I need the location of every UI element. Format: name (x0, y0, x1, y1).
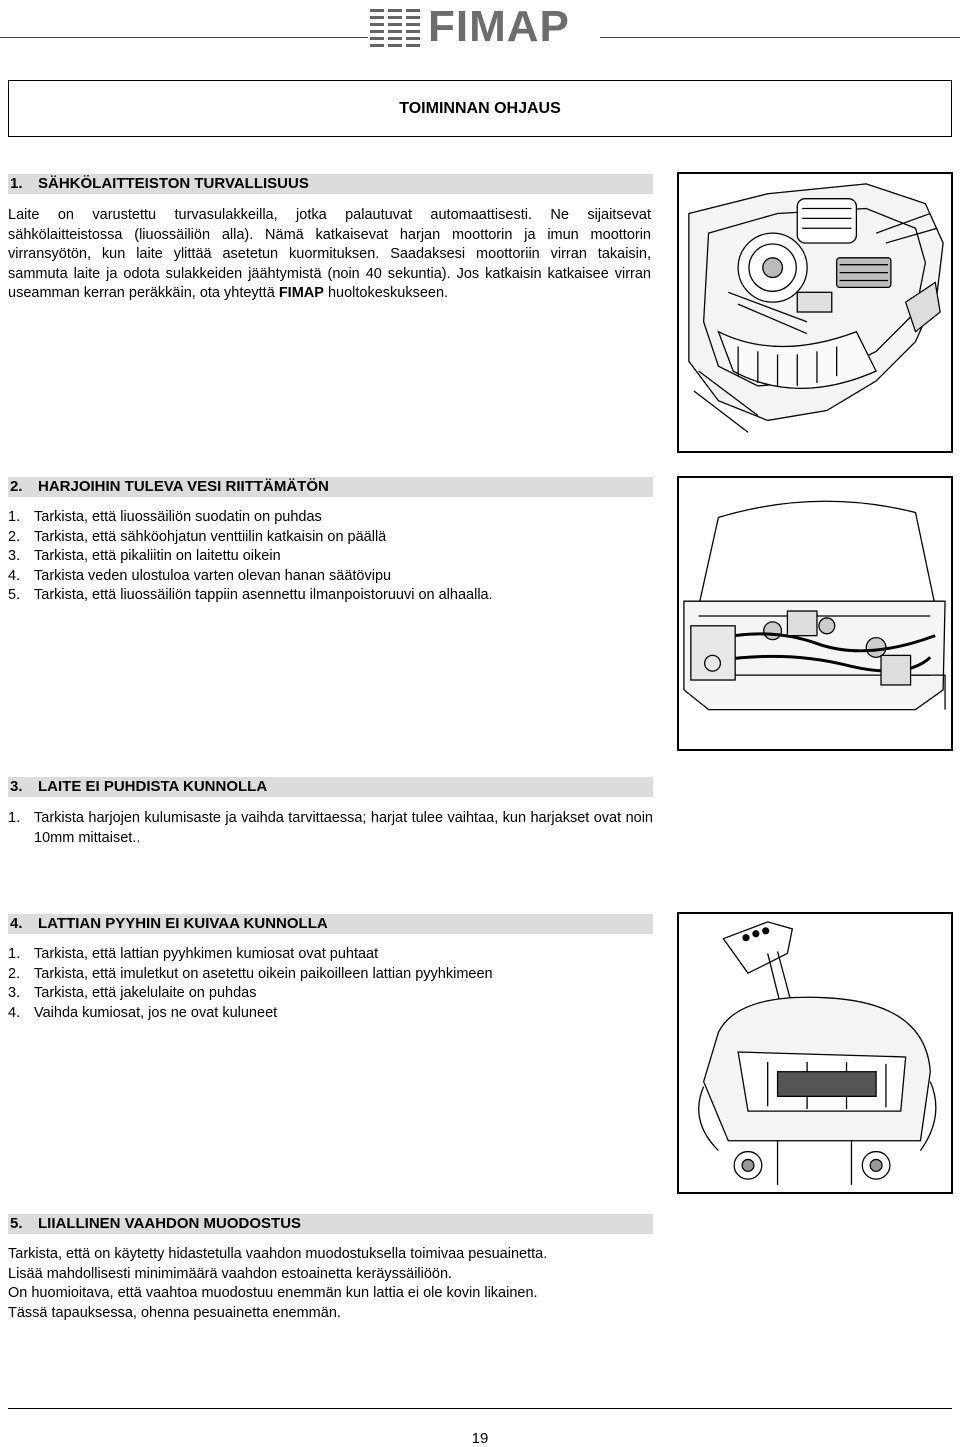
list-item (8, 809, 653, 848)
item-text: Tarkista, että liuossäiliön tappiin asennettu ilmanpoistoruuvi on alhaalla. (34, 587, 493, 604)
item-text: Tarkista veden ulostuloa varten olevan hanan säätövipu (34, 567, 392, 584)
section-5-heading (8, 1214, 653, 1234)
footer-rule (8, 1408, 952, 1409)
item-number: 2. (8, 965, 21, 982)
section-5-title: LIIALLINEN VAAHDON MUODOSTUS (38, 1215, 302, 1232)
item-number: 1. (8, 946, 21, 962)
section-2-heading (8, 477, 653, 497)
section-3-number: 3. (10, 778, 23, 795)
item-number: 3. (8, 985, 21, 1002)
section-3-title: LAITE EI PUHDISTA KUNNOLLA (38, 778, 268, 795)
item-text: Vaihda kumiosat, jos ne ovat kuluneet (34, 1004, 278, 1021)
item-number: 3. (8, 548, 21, 565)
section-1-number: 1. (10, 175, 23, 192)
section-5-number: 5. (10, 1215, 23, 1232)
list-item (8, 528, 653, 548)
section-5-line: On huomioitava, että vaahtoa muodostuu enemmän kun lattia ei ole kovin likainen. (8, 1285, 538, 1302)
header-rule-right (600, 37, 960, 38)
item-text: Tarkista, että pikaliitin on laitettu oikein (34, 548, 281, 565)
electrical-unit-illustration-icon (679, 174, 951, 451)
list-item (8, 945, 653, 965)
section-1-text (8, 206, 651, 304)
figure-floor-scrubber (677, 912, 953, 1194)
item-number: 1. (8, 810, 21, 826)
floor-scrubber-illustration-icon (679, 914, 951, 1192)
item-text: Tarkista harjojen kulumisaste ja vaihda tarvittaessa; harjat tulee vaihtaa, kun harjakset ovat noin 10mm mittaiset.. (34, 810, 653, 846)
item-number: 4. (8, 567, 21, 584)
section-5-line: Lisää mahdollisesti minimimäärä vaahdon estoainetta keräyssäiliöön. (8, 1265, 453, 1282)
section-1-tail: huoltokeskukseen. (327, 285, 449, 302)
logo-wordmark: FIMAP (428, 2, 570, 51)
figure-water-valve (677, 476, 953, 751)
section-2-number: 2. (10, 478, 23, 495)
item-number: 1. (8, 509, 21, 525)
list-item (8, 567, 653, 587)
section-3-list (8, 809, 653, 848)
page-title: TOIMINNAN OHJAUS (399, 99, 561, 117)
figure-electrical-unit (677, 172, 953, 453)
item-number: 4. (8, 1004, 21, 1021)
item-number: 2. (8, 528, 21, 545)
section-5-line: Tarkista, että on käytetty hidastetulla vaahdon muodostuksella toimivaa pesuainetta. (8, 1246, 548, 1262)
section-1-brand: FIMAP (278, 285, 324, 302)
section-5-text (8, 1245, 651, 1323)
item-text: Tarkista, että imuletkut on asetettu oikein paikoilleen lattian pyyhkimeen (34, 965, 493, 982)
section-1-heading (8, 174, 653, 194)
section-1-title: SÄHKÖLAITTEISTON TURVALLISUUS (38, 175, 309, 192)
item-text: Tarkista, että jakelulaite on puhdas (34, 985, 257, 1002)
list-item (8, 965, 653, 985)
section-5-line: Tässä tapauksessa, ohenna pesuainetta enemmän. (8, 1304, 341, 1321)
water-valve-illustration-icon (679, 478, 951, 749)
section-4-heading (8, 914, 653, 934)
list-item (8, 508, 653, 528)
item-text: Tarkista, että liuossäiliön suodatin on puhdas (34, 509, 322, 525)
item-text: Tarkista, että sähköohjatun venttiilin katkaisin on päällä (34, 528, 387, 545)
logo-stripes-icon (370, 7, 422, 47)
page-title-box (8, 80, 952, 137)
list-item (8, 984, 653, 1004)
section-4-title: LATTIAN PYYHIN EI KUIVAA KUNNOLLA (38, 915, 328, 932)
section-4-number: 4. (10, 915, 23, 932)
section-3-heading (8, 777, 653, 797)
section-4-list (8, 945, 653, 1023)
section-2-title: HARJOIHIN TULEVA VESI RIITTÄMÄTÖN (38, 478, 329, 495)
item-text: Tarkista, että lattian pyyhkimen kumiosat ovat puhtaat (34, 946, 379, 962)
list-item (8, 547, 653, 567)
list-item (8, 1004, 653, 1024)
section-1-body: Laite on varustettu turvasulakkeilla, jotka palautuvat automaattisesti. Ne sijaitsevat sähkölaitteistossa (liuossäiliön alla). Nämä katkaisevat harjan moottorin ja imun moottorin virransyötön, kun laite ylittää asetetun kuormituksen. Saadaksesi moottoriin virran takaisin, sammuta laite ja odota sulakkeiden jäähtymistä (noin 40 sekuntia). Jos katkaisin katkaisee virran useamman kerran peräkkäin, ota yhteyttä (8, 207, 651, 302)
list-item (8, 586, 653, 606)
fimap-logo (370, 2, 570, 51)
item-number: 5. (8, 587, 21, 604)
section-2-list (8, 508, 653, 606)
page-number: 19 (471, 1430, 489, 1447)
header-rule-left (0, 37, 368, 38)
